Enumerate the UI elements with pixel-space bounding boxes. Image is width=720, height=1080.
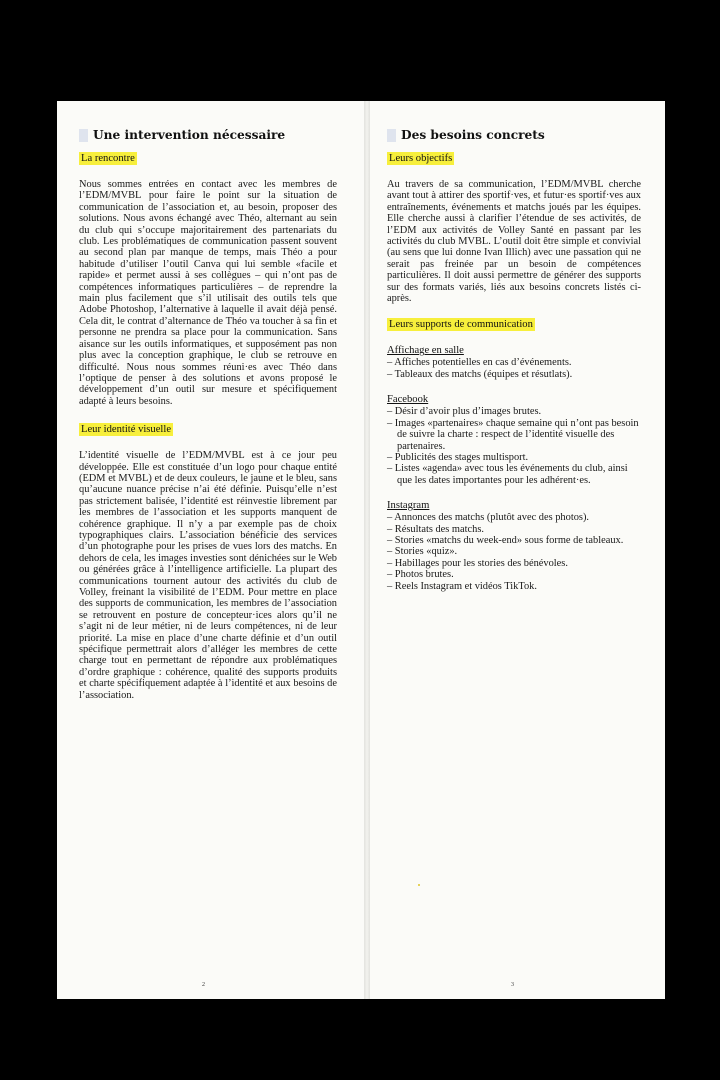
right-page — [370, 101, 665, 999]
identite-paragraph: L’identité visuelle de l’EDM/MVBL est à ce jour peu développée. Elle est constituée d’un logo pour chaque entité (EDM et MVBL) et de deux couleurs, le jaune et le bleu, sans qu’aucune nuance précise n’ai été définie. Puisqu’elle n’est pas strictement balisée, l’identité est réinvestie librement par les membres de l’association et les supports manquent de cohérence graphique. Il n’y a par exemple pas de choix typographiques clairs. L’association bénéficie des services d’un photographe pour les prises de vues lors des matchs. En dehors de cela, les images investies sont dénichées sur le Web ou générées grâce à l’intelligence artificielle. La plupart des communications tournent autour des activités du club de Volley, freinant la visibilité de l’EDM. Pour mettre en place des supports de communication, les membres de l’association se retrouvent en posture de concepteur·ices alors qu’il ne s’agit ni de leur métier, ni de leurs compétences, ni de leur priorité. La mise en place d’une charte définie et d’un outil spécifique permettrait alors d’alléger les membres de cette charge tout en permettant de répondre aux problématiques d’ordre graphique : cohérence, qualité des supports produits et charte spécifiquement adaptée à l’identité et aux besoins de l’association. — [79, 450, 337, 701]
left-column — [79, 125, 337, 701]
list-item: – Reels Instagram et vidéos TikTok. — [387, 580, 537, 592]
page-number-left: 2 — [202, 982, 205, 988]
right-heading — [387, 125, 641, 145]
list-item: – Annonces des matchs (plutôt avec des photos). — [387, 512, 589, 524]
right-column — [387, 125, 641, 592]
left-heading — [79, 125, 337, 145]
list-instagram — [387, 512, 641, 592]
list-item: – Stories «matchs du week-end» sous forme de tableaux. — [387, 534, 624, 546]
page-number-right: 3 — [511, 982, 514, 988]
list-item: – Habillages pour les stories des bénévoles. — [387, 557, 568, 569]
heading-square-icon — [387, 129, 396, 142]
section-label-supports: Leurs supports de communication — [389, 319, 533, 331]
list-item: – Listes «agenda» avec tous les événements du club, ainsi que les dates importantes pour les adhérent·es. — [387, 463, 628, 486]
rencontre-paragraph: Nous sommes entrées en contact avec les membres de l’EDM/MVBL pour faire le point sur la situation de communication de l’association et, au besoin, proposer des solutions. Nous avons échangé avec Théo, alternant au sein du club qui s’occupe majoritairement des partenariats du club. Les problématiques de communication passent souvent au second plan par manque de temps, mais Théo a pour habitude d’utiliser l’outil Canva qui lui semble «facile et rapide» et permet aussi à ses collègues – qui n’ont pas de compétences informatiques particulières – de reprendre la main plus facilement que s’il utilisait des outils tels que Adobe Photoshop, l’alternative à laquelle il avait déjà pensé. Cela dit, le contrat d’alternance de Théo va toucher à sa fin et personne ne prendra sa place pour la communication. Sans aisance sur les outils informatiques, et supposément pas non plus avec la conception graphique, le club se retrouve en difficulté. Nous nous sommes réuni·es avec Théo dans l’optique de penser à des solutions et avons proposé le développement d’un outil sur mesure et spécifiquement adapté à leurs besoins. — [79, 179, 337, 407]
list-item: – Images «partenaires» chaque semaine qui n’ont pas besoin de suivre la charte : respect de l’identité visuelle des partenaires. — [387, 417, 639, 452]
list-item: – Photos brutes. — [387, 569, 454, 581]
right-heading-text: Des besoins concrets — [401, 128, 545, 142]
list-item: – Désir d’avoir plus d’images brutes. — [387, 406, 542, 418]
group-title-instagram: Instagram — [387, 500, 430, 512]
list-affichage — [387, 357, 641, 380]
list-item: – Publicités des stages multisport. — [387, 451, 529, 463]
list-facebook — [387, 406, 641, 486]
section-label-objectifs: Leurs objectifs — [389, 153, 453, 164]
section-label-identite: Leur identité visuelle — [81, 424, 172, 436]
group-title-affichage: Affichage en salle — [387, 345, 464, 357]
heading-square-icon — [79, 129, 88, 142]
section-label-rencontre: La rencontre — [81, 153, 135, 164]
left-heading-text: Une intervention nécessaire — [93, 128, 286, 142]
left-page — [57, 101, 364, 999]
list-item: – Affiches potentielles en cas d’événements. — [387, 357, 572, 369]
group-title-facebook: Facebook — [387, 394, 429, 406]
objectifs-paragraph: Au travers de sa communication, l’EDM/MVBL cherche avant tout à attirer des sportif·ves, et futur·es sportif·ves aux entraînements, événements et matchs joués par les équipes. Elle cherche aussi à clarifier l’étendue de ses activités, de l’EDM aux activités de Volley Santé en passant par les activités du club MVBL. L’outil doit être simple et convivial (au sens que lui donne Ivan Illich) avec une passation qui ne serait pas freinée par un besoin de compétences particulières. Il doit aussi permettre de générer des supports sur des formats variés, liés aux besoins concrets listés ci-après. — [387, 179, 641, 305]
list-item: – Résultats des matchs. — [387, 523, 484, 535]
list-item: – Tableaux des matchs (équipes et résutlats). — [387, 368, 573, 380]
list-item: – Stories «quiz». — [387, 546, 458, 558]
